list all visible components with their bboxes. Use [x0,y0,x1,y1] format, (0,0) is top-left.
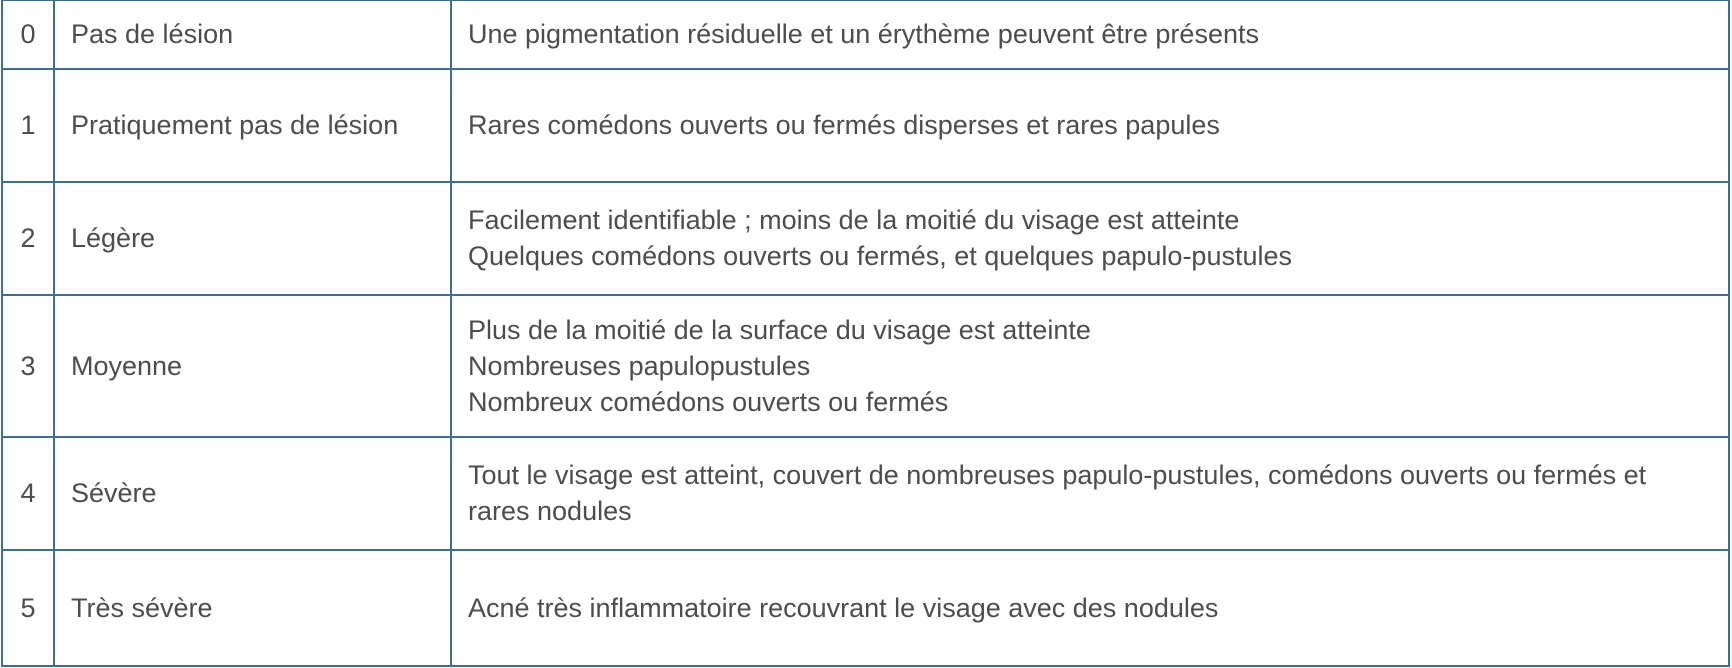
table-row [2,437,1729,550]
description-line: Une pigmentation résiduelle et un érythème peuvent être présents [468,19,1259,50]
grade-number: 3 [2,295,54,437]
description-line: Rares comédons ouverts ou fermés disperses et rares papules [468,110,1220,140]
grade-number: 0 [2,1,54,69]
table-row [2,69,1729,182]
description-line: Quelques comédons ouverts ou fermés, et quelques papulo-pustules [468,241,1293,271]
table-row [2,182,1729,295]
grade-label: Sévère [54,437,451,550]
description-line: Acné très inflammatoire recouvrant le visage avec des nodules [468,592,1219,623]
grade-label: Pratiquement pas de lésion [54,69,451,182]
grade-number: 1 [2,69,54,182]
grade-label: Pas de lésion [54,1,451,69]
description-line: Tout le visage est atteint, couvert de nombreuses papulo-pustules, comédons ouverts ou fermés et rares nodules [468,460,1647,526]
grade-description [451,69,1729,182]
grade-description [451,295,1729,437]
table-row [2,550,1729,666]
grade-label: Moyenne [54,295,451,437]
grade-number: 4 [2,437,54,550]
grade-label: Très sévère [54,550,451,666]
grade-label: Légère [54,182,451,295]
grade-description [451,1,1729,69]
grade-description [451,182,1729,295]
description-line: Nombreuses papulopustules [468,350,811,381]
description-line: Facilement identifiable ; moins de la moitié du visage est atteinte [468,205,1240,235]
grade-number: 5 [2,550,54,666]
acne-grading-table [1,0,1730,667]
description-line: Nombreux comédons ouverts ou fermés [468,386,949,417]
grade-description [451,437,1729,550]
grade-number: 2 [2,182,54,295]
grade-description [451,550,1729,666]
table-row [2,295,1729,437]
description-line: Plus de la moitié de la surface du visage est atteinte [468,314,1091,345]
table-row [2,1,1729,69]
